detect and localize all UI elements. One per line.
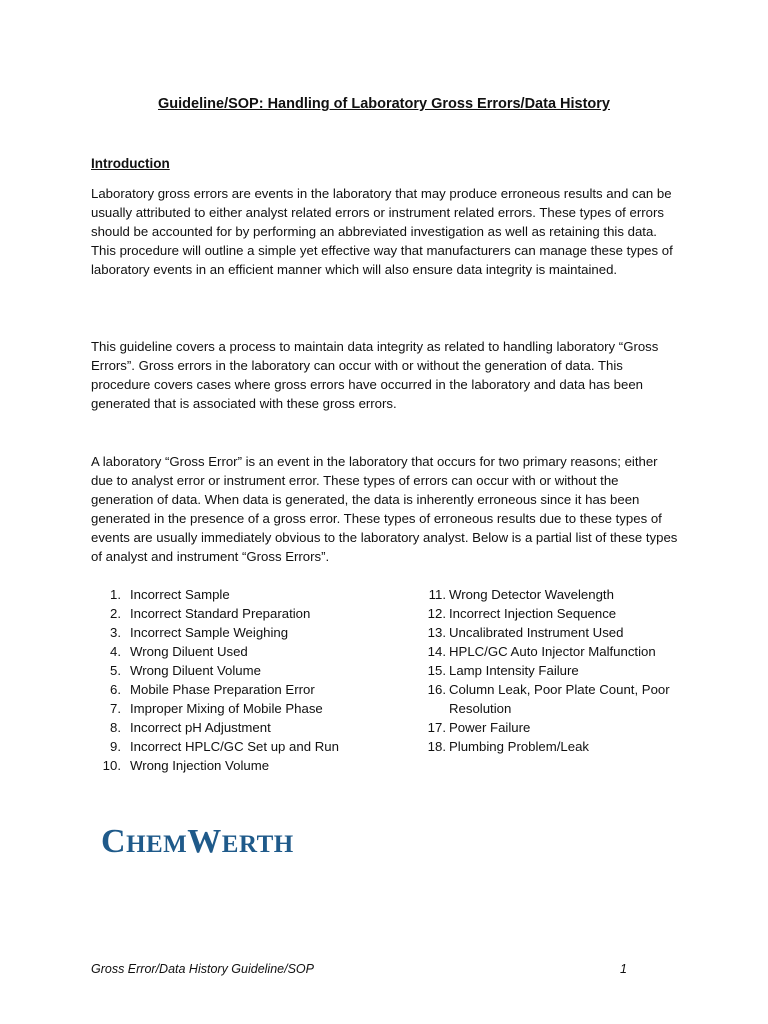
chemwerth-logo: CHEMWERTH [101,823,294,860]
list-item [410,642,690,661]
section-heading-introduction: Introduction [91,156,170,171]
list-item [410,680,690,718]
list-item-text: Improper Mixing of Mobile Phase [130,701,323,716]
gross-errors-list-left [91,585,411,775]
list-item-number: 17. [427,720,446,735]
list-item-number: 13. [427,625,446,640]
list-item-number: 6. [110,682,121,697]
list-item-number: 4. [110,644,121,659]
list-item [91,661,411,680]
list-item-text: HPLC/GC Auto Injector Malfunction [449,644,656,659]
list-item-text: Wrong Diluent Volume [130,663,261,678]
list-item [91,680,411,699]
list-item [91,604,411,623]
list-item [91,756,411,775]
list-item-text: Wrong Detector Wavelength [449,587,614,602]
list-item-number: 14. [427,644,446,659]
list-item-number: 9. [110,739,121,754]
list-item-text: Wrong Injection Volume [130,758,270,773]
list-item [91,623,411,642]
list-item-number: 7. [110,701,121,716]
list-item-text: Lamp Intensity Failure [449,663,579,678]
list-item-number: 5. [110,663,121,678]
list-item-text: Incorrect pH Adjustment [130,720,271,735]
list-item-number: 16. [427,682,446,697]
gross-errors-list-right [410,585,690,756]
list-item-number: 15. [427,663,446,678]
paragraph-1: Laboratory gross errors are events in the laboratory that may produce erroneous results and can be usually attributed to either analyst related errors or instrument related errors. These types of errors should be accounted for by performing an abbreviated investigation as well as retaining this data. This procedure will outline a simple yet effective way that manufacturers can manage these types of laboratory events in an efficient manner which will also ensure data integrity is maintained. [91,186,673,277]
list-item-number: 8. [110,720,121,735]
list-item [91,737,411,756]
list-item-text: Incorrect Sample [130,587,230,602]
list-item-text: Incorrect Standard Preparation [130,606,311,621]
document-title: Guideline/SOP: Handling of Laboratory Gross Errors/Data History [158,96,610,112]
list-item [91,585,411,604]
list-item-number: 18. [427,739,446,754]
list-item [410,661,690,680]
list-item-text: Incorrect Injection Sequence [449,606,617,621]
footer-document-name: Gross Error/Data History Guideline/SOP [91,962,314,976]
list-item-text: Uncalibrated Instrument Used [449,625,624,640]
list-item-text: Plumbing Problem/Leak [449,739,590,754]
list-item [91,699,411,718]
list-item [410,737,690,756]
list-item [410,623,690,642]
list-item-number: 2. [110,606,121,621]
list-item-number: 11. [428,587,446,602]
paragraph-2: This guideline covers a process to maintain data integrity as related to handling laboratory “Gross Errors”. Gross errors in the laboratory can occur with or without the generation of data. This procedure covers cases where gross errors have occurred in the laboratory and data has been generated that is associated with these gross errors. [91,339,659,411]
list-item [410,604,690,623]
footer-page-number: 1 [620,962,627,976]
list-item-number: 3. [110,625,121,640]
list-item-number: 1. [110,587,121,602]
list-item [91,718,411,737]
list-item-number: 12. [427,606,446,621]
list-item-text: Incorrect HPLC/GC Set up and Run [130,739,339,754]
list-item-text: Mobile Phase Preparation Error [130,682,315,697]
list-item [410,718,690,737]
list-item-number: 10. [102,758,121,773]
list-item-text: Wrong Diluent Used [130,644,248,659]
paragraph-3: A laboratory “Gross Error” is an event in the laboratory that occurs for two primary reasons; either due to analyst error or instrument error. These types of errors can occur with or without the generation of data. When data is generated, the data is inherently erroneous since it has been generated in the presence of a gross error. These types of erroneous results due to these types of events are usually immediately obvious to the laboratory analyst. Below is a partial list of these types of analyst and instrument “Gross Errors”. [91,454,678,564]
list-item-text: Column Leak, Poor Plate Count, Poor Resolution [449,682,670,716]
list-item [410,585,690,604]
list-item [91,642,411,661]
list-item-text: Incorrect Sample Weighing [130,625,289,640]
list-item-text: Power Failure [449,720,531,735]
